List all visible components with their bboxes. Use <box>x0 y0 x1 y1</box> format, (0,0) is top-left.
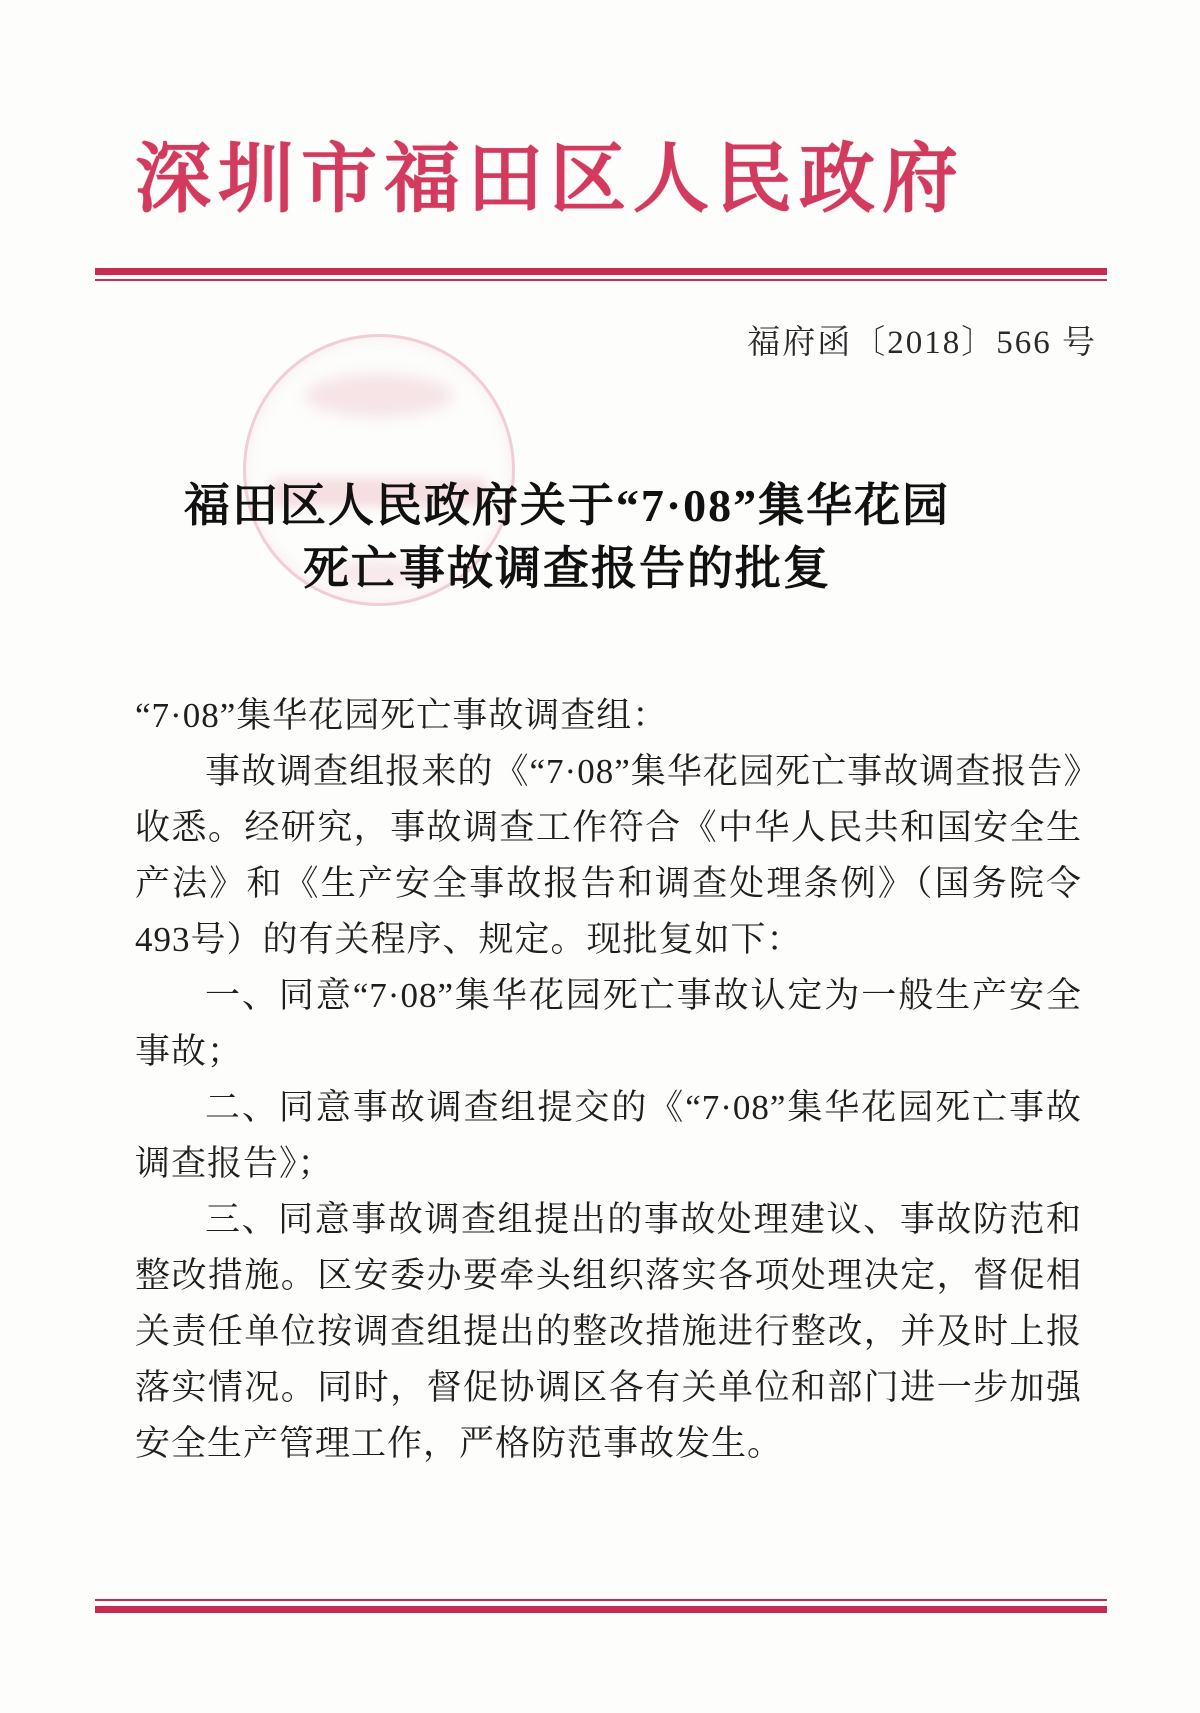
footer-rule-thin <box>95 1599 1107 1601</box>
body-paragraph-item1: 一、同意“7·08”集华花园死亡事故认定为一般生产安全事故； <box>135 976 1082 1071</box>
header-rule-thin <box>95 279 1107 281</box>
body-paragraph-intro: 事故调查组报来的《“7·08”集华花园死亡事故调查报告》收悉。经研究，事故调查工作符合《中华人民共和国安全生产法》和《生产安全事故报告和调查处理条例》（国务院令493号）的有关程序、规定。现批复如下： <box>135 752 1082 959</box>
agency-masthead: 深圳市福田区人民政府 <box>135 138 965 222</box>
document-title-line2: 死亡事故调查报告的批复 <box>303 543 831 594</box>
salutation: “7·08”集华花园死亡事故调查组： <box>135 696 669 735</box>
footer-rule-thick <box>95 1606 1107 1613</box>
seal-smudge-top <box>305 374 454 417</box>
header-rule-thick <box>95 268 1107 275</box>
document-body <box>135 688 1082 1472</box>
body-paragraph-item2: 二、同意事故调查组提交的《“7·08”集华花园死亡事故调查报告》； <box>135 1088 1082 1183</box>
body-paragraph-item3: 三、同意事故调查组提出的事故处理建议、事故防范和整改措施。区安委办要牵头组织落实各项处理决定，督促相关责任单位按调查组提出的整改措施进行整改，并及时上报落实情况。同时，督促协调区各有关单位和部门进一步加强安全生产管理工作，严格防范事故发生。 <box>135 1200 1082 1463</box>
document-number: 福府函〔2018〕566 号 <box>747 325 1097 361</box>
document-title <box>0 474 1134 600</box>
document-title-line1: 福田区人民政府关于“7·08”集华花园 <box>183 480 951 531</box>
